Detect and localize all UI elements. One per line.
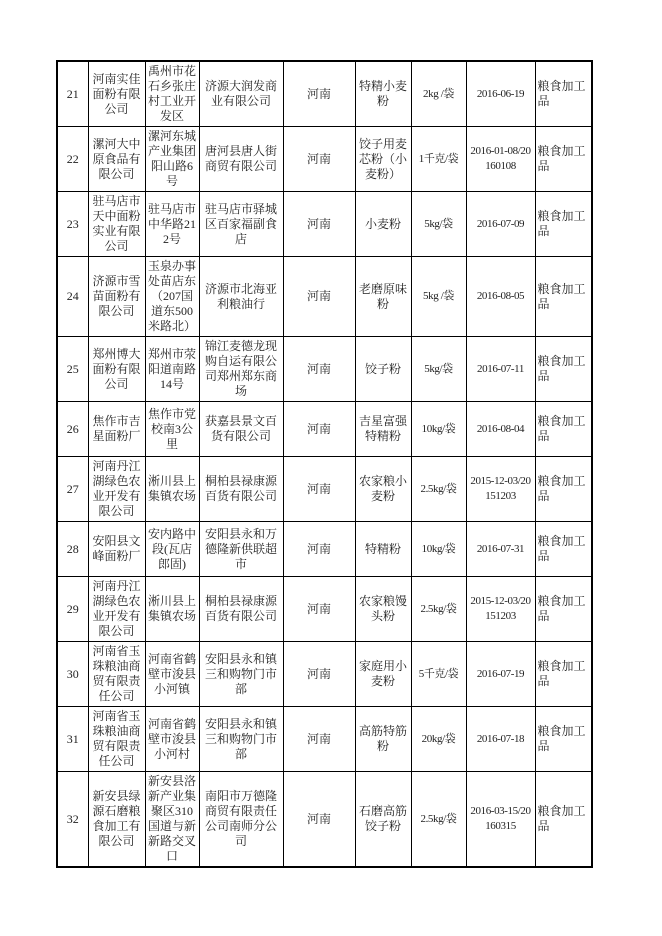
cell-production-date: 2016-03-15/20160315 [466,772,535,868]
cell-production-date: 2015-12-03/20151203 [466,577,535,642]
cell-production-date: 2015-12-03/20151203 [466,457,535,522]
cell-producer-address: 新安县洛新产业集聚区310国道与新新路交叉口 [145,772,199,868]
cell-producer-name: 河南实佳面粉有限公司 [88,61,145,127]
table-row [57,127,592,192]
cell-producer-address: 河南省鹤壁市浚县小河村 [145,707,199,772]
cell-producer-address: 玉泉办事处苗店东（207国道东500米路北） [145,257,199,337]
cell-producer-address: 河南省鹤壁市浚县小河镇 [145,642,199,707]
cell-row-number: 22 [57,127,88,192]
cell-producer-address: 郑州市荥阳道南路14号 [145,337,199,402]
cell-row-number: 25 [57,337,88,402]
cell-food-category: 粮食加工品 [535,257,592,337]
cell-specification: 2.5kg/袋 [411,577,466,642]
cell-producer-address: 淅川县上集镇农场 [145,457,199,522]
cell-specification: 10kg/袋 [411,402,466,457]
cell-product-name: 老磨原味粉 [355,257,411,337]
cell-product-name: 石磨高筋饺子粉 [355,772,411,868]
cell-food-category: 粮食加工品 [535,642,592,707]
cell-specification: 5kg/袋 [411,337,466,402]
cell-specification: 2.5kg/袋 [411,457,466,522]
cell-food-category: 粮食加工品 [535,127,592,192]
cell-production-date: 2016-07-31 [466,522,535,577]
cell-row-number: 21 [57,61,88,127]
cell-product-name: 农家粮馒头粉 [355,577,411,642]
cell-row-number: 28 [57,522,88,577]
cell-product-name: 饺子粉 [355,337,411,402]
cell-province: 河南 [283,522,355,577]
cell-production-date: 2016-07-19 [466,642,535,707]
table-row [57,577,592,642]
cell-specification: 2kg /袋 [411,61,466,127]
cell-producer-name: 河南丹江湖绿色农业开发有限公司 [88,457,145,522]
cell-producer-name: 新安县绿源石磨粮食加工有限公司 [88,772,145,868]
cell-producer-address: 焦作市党校南3公里 [145,402,199,457]
cell-province: 河南 [283,402,355,457]
cell-row-number: 24 [57,257,88,337]
table-row [57,642,592,707]
cell-specification: 5千克/袋 [411,642,466,707]
cell-row-number: 27 [57,457,88,522]
table-row [57,61,592,127]
cell-seller-name: 桐柏县禄康源百货有限公司 [199,457,283,522]
cell-specification: 5kg/袋 [411,192,466,257]
cell-production-date: 2016-08-04 [466,402,535,457]
cell-product-name: 特精小麦粉 [355,61,411,127]
cell-food-category: 粮食加工品 [535,61,592,127]
cell-food-category: 粮食加工品 [535,522,592,577]
cell-province: 河南 [283,127,355,192]
cell-producer-name: 河南省玉珠粮油商贸有限责任公司 [88,707,145,772]
cell-production-date: 2016-07-11 [466,337,535,402]
cell-seller-name: 济源大润发商业有限公司 [199,61,283,127]
cell-producer-name: 焦作市吉星面粉厂 [88,402,145,457]
cell-production-date: 2016-06-19 [466,61,535,127]
cell-production-date: 2016-07-18 [466,707,535,772]
table-row [57,257,592,337]
cell-seller-name: 桐柏县禄康源百货有限公司 [199,577,283,642]
cell-producer-name: 郑州博大面粉有限公司 [88,337,145,402]
table-row [57,522,592,577]
cell-specification: 20kg/袋 [411,707,466,772]
table-row [57,707,592,772]
cell-producer-address: 安内路中段(瓦店郎固) [145,522,199,577]
table-row [57,337,592,402]
cell-product-name: 吉星富强特精粉 [355,402,411,457]
cell-production-date: 2016-08-05 [466,257,535,337]
cell-product-name: 农家粮小麦粉 [355,457,411,522]
cell-province: 河南 [283,577,355,642]
products-table [56,60,593,868]
cell-province: 河南 [283,257,355,337]
cell-seller-name: 安阳县永和万德隆新供联超市 [199,522,283,577]
cell-row-number: 23 [57,192,88,257]
cell-product-name: 小麦粉 [355,192,411,257]
table-row [57,457,592,522]
cell-province: 河南 [283,61,355,127]
cell-producer-address: 禹州市花石乡张庄村工业开发区 [145,61,199,127]
cell-specification: 10kg/袋 [411,522,466,577]
cell-province: 河南 [283,707,355,772]
cell-product-name: 饺子用麦芯粉（小麦粉） [355,127,411,192]
cell-row-number: 26 [57,402,88,457]
cell-seller-name: 安阳县永和镇三和购物门市部 [199,707,283,772]
cell-row-number: 30 [57,642,88,707]
cell-producer-name: 安阳县文峰面粉厂 [88,522,145,577]
cell-seller-name: 获嘉县景文百货有限公司 [199,402,283,457]
cell-specification: 1千克/袋 [411,127,466,192]
cell-producer-address: 淅川县上集镇农场 [145,577,199,642]
cell-food-category: 粮食加工品 [535,192,592,257]
cell-producer-address: 漯河东城产业集团阳山路6号 [145,127,199,192]
cell-producer-name: 济源市雪苗面粉有限公司 [88,257,145,337]
cell-food-category: 粮食加工品 [535,402,592,457]
cell-product-name: 高筋特筋粉 [355,707,411,772]
cell-seller-name: 济源市北海亚利粮油行 [199,257,283,337]
cell-food-category: 粮食加工品 [535,337,592,402]
cell-food-category: 粮食加工品 [535,772,592,868]
table-row [57,402,592,457]
table-row [57,772,592,868]
cell-province: 河南 [283,457,355,522]
cell-province: 河南 [283,337,355,402]
cell-production-date: 2016-01-08/20160108 [466,127,535,192]
cell-producer-name: 漯河大中原食品有限公司 [88,127,145,192]
cell-food-category: 粮食加工品 [535,577,592,642]
cell-producer-address: 驻马店市中华路212号 [145,192,199,257]
cell-row-number: 29 [57,577,88,642]
cell-seller-name: 锦江麦德龙现购自运有限公司郑州郑东商场 [199,337,283,402]
cell-producer-name: 驻马店市天中面粉实业有限公司 [88,192,145,257]
cell-province: 河南 [283,192,355,257]
cell-seller-name: 安阳县永和镇三和购物门市部 [199,642,283,707]
table-body [57,61,592,867]
cell-specification: 2.5kg/袋 [411,772,466,868]
cell-specification: 5kg /袋 [411,257,466,337]
cell-food-category: 粮食加工品 [535,457,592,522]
cell-producer-name: 河南丹江湖绿色农业开发有限公司 [88,577,145,642]
cell-producer-name: 河南省玉珠粮油商贸有限责任公司 [88,642,145,707]
cell-seller-name: 唐河县唐人街商贸有限公司 [199,127,283,192]
cell-row-number: 31 [57,707,88,772]
cell-food-category: 粮食加工品 [535,707,592,772]
cell-row-number: 32 [57,772,88,868]
cell-production-date: 2016-07-09 [466,192,535,257]
cell-province: 河南 [283,772,355,868]
table-row [57,192,592,257]
cell-seller-name: 驻马店市驿城区百家福副食店 [199,192,283,257]
cell-product-name: 家庭用小麦粉 [355,642,411,707]
cell-province: 河南 [283,642,355,707]
cell-product-name: 特精粉 [355,522,411,577]
cell-seller-name: 南阳市万德隆商贸有限责任公司南师分公司 [199,772,283,868]
